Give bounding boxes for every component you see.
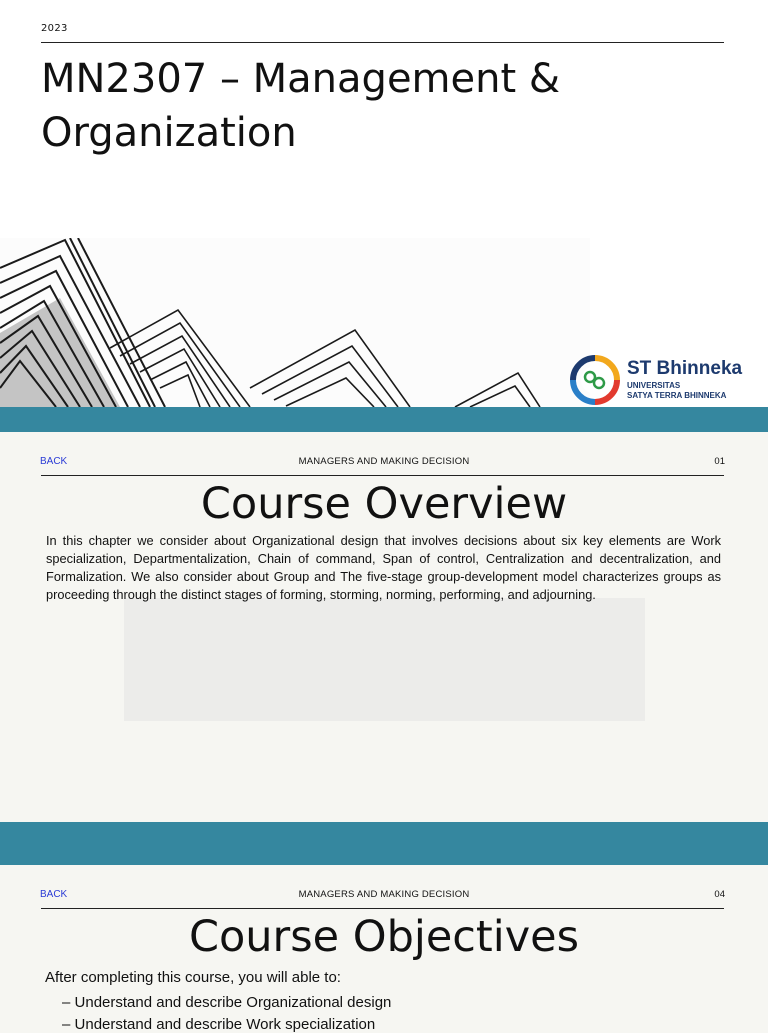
page-title: MN2307 – Management & Organization: [41, 56, 561, 156]
slide-separator-band: [0, 822, 768, 865]
objective-text: Understand and describe Organizational design: [74, 994, 392, 1011]
building-photo: [0, 238, 590, 407]
overview-paragraph: In this chapter we consider about Organizational design that involves decisions about six key elements are Work specialization, Departmentalization, Chain of command, Span of control, Centralization and decentralization, and Formalization. We also consider about Group and The five-stage group-development model characterizes groups as proceeding through the distinct stages of forming, storming, norming, performing, and adjourning.: [46, 533, 721, 602]
objective-item: – Understand and describe Organizational design: [62, 994, 392, 1011]
logo-subtitle-2: SATYA TERRA BHINNEKA: [627, 391, 727, 400]
divider: [41, 42, 724, 43]
divider: [41, 908, 724, 909]
slide-heading: Course Overview: [200, 479, 568, 529]
slide-heading: Course Objectives: [188, 912, 580, 962]
section-label: MANAGERS AND MAKING DECISION: [298, 456, 470, 467]
divider: [41, 475, 724, 476]
logo-name: ST Bhinneka: [627, 358, 743, 379]
university-logo-icon: [570, 355, 620, 405]
slide-separator-band: [0, 407, 768, 432]
back-link[interactable]: BACK: [40, 889, 68, 900]
objectives-intro: After completing this course, you will able to:: [45, 969, 341, 986]
section-label: MANAGERS AND MAKING DECISION: [298, 889, 470, 900]
objective-item: – Understand and describe Work specialization: [62, 1016, 376, 1033]
year-label: 2023: [41, 23, 68, 34]
page-number: 04: [714, 889, 725, 900]
watermark-logo: [124, 598, 645, 721]
page-number: 01: [714, 456, 725, 467]
objective-text: Understand and describe Work specialization: [74, 1016, 376, 1033]
back-link[interactable]: BACK: [40, 456, 68, 467]
logo-subtitle-1: UNIVERSITAS: [627, 381, 681, 390]
